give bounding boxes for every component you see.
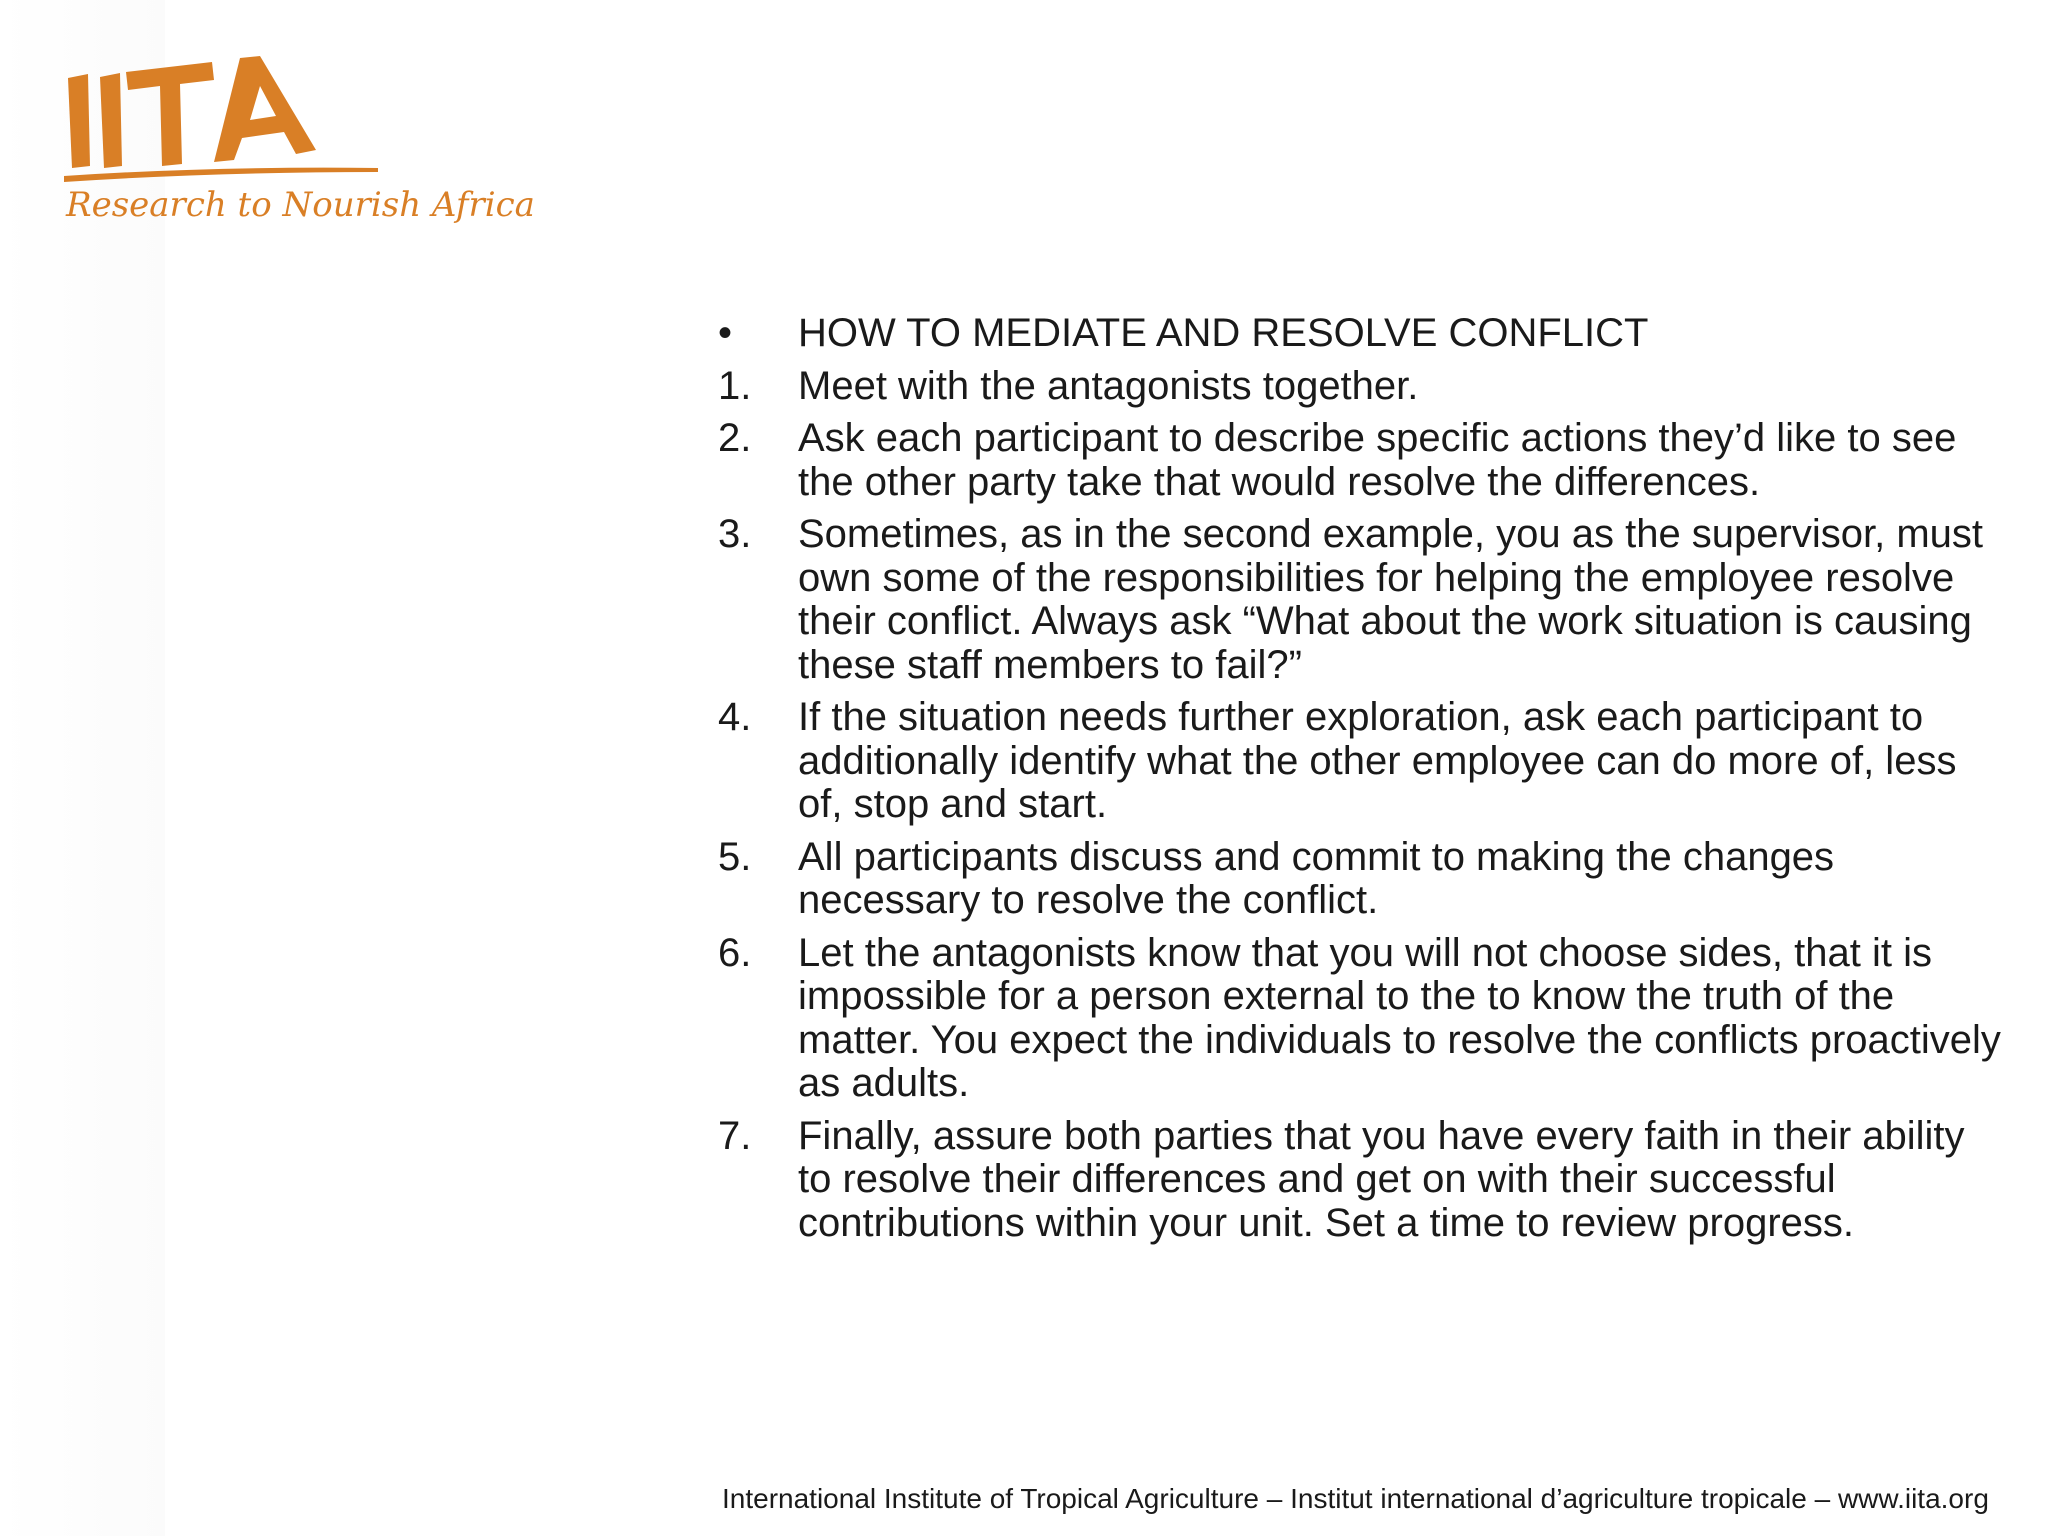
step-number: 3. [718,512,752,556]
step-text: Meet with the antagonists together. [798,363,1419,408]
logo-tagline: Research to Nourish Africa [66,185,535,225]
step-number: 4. [718,695,752,739]
slide-heading: HOW TO MEDIATE AND RESOLVE CONFLICT [798,311,1649,355]
step-number: 7. [718,1113,752,1158]
step-text: If the situation needs further exploration, ask each participant to additionally identify what the other employee can do more of, less of, stop and start. [798,695,1957,826]
slide-content [718,312,2008,1254]
list-item [718,513,2008,687]
slide-footer: International Institute of Tropical Agriculture – Institut international d’agriculture tropicale – www.iita.org [722,1483,1989,1514]
list-item [718,417,2008,504]
list-item [718,1115,2008,1246]
heading-row [718,312,2008,356]
step-text: Sometimes, as in the second example, you as the supervisor, must own some of the responsibilities for helping the employee resolve their conflict. Always ask “What about the work situation is causing these staff members to fail?” [798,512,1984,687]
step-text: Let the antagonists know that you will not choose sides, that it is impossible for a person external to the to know the truth of the matter. You expect the individuals to resolve the conflicts proactively as adults. [798,930,2001,1105]
iita-logo [64,50,535,250]
list-item [718,932,2008,1106]
list-item [718,365,2008,409]
bullet-marker: • [718,311,733,355]
step-text: Ask each participant to describe specific actions they’d like to see the other party take that would resolve the differences. [798,416,1957,504]
list-item [718,836,2008,923]
step-number: 2. [718,416,752,460]
step-number: 6. [718,930,752,975]
step-number: 5. [718,834,752,879]
iita-logo-graphic [64,50,535,250]
step-text: All participants discuss and commit to making the changes necessary to resolve the conflict. [798,834,1835,922]
step-text: Finally, assure both parties that you have every faith in their ability to resolve their differences and get on with their successful contributions within your unit. Set a time to review progress. [798,1113,1965,1245]
list-item [718,696,2008,827]
step-number: 1. [718,363,752,408]
